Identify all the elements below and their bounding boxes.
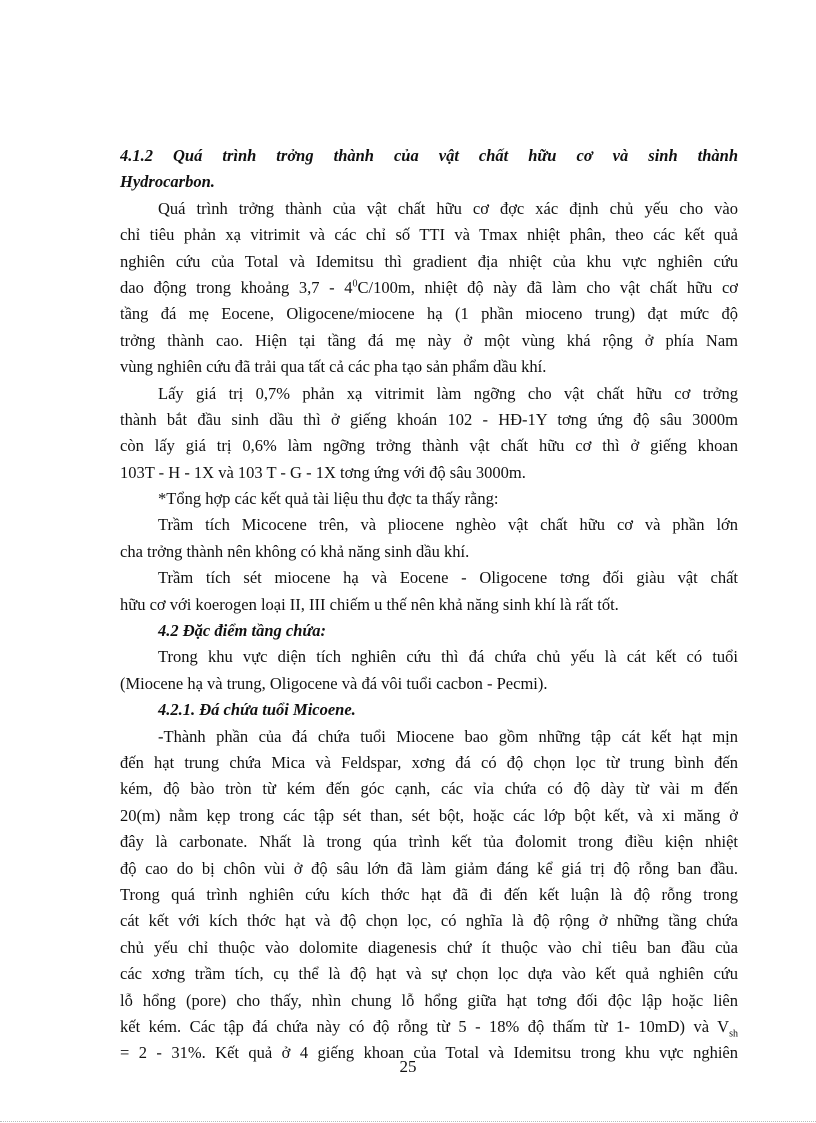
paragraph-line: lỗ hổng (pore) cho thấy, nhìn chung lỗ hổng giữa hạt tơng đối độc lập hoặc liên: [120, 990, 738, 1010]
superscript: 0: [352, 278, 358, 290]
paragraph-line: trởng thành cao. Hiện tại tầng đá mẹ này ở một vùng khá rộng ở phía Nam: [120, 330, 738, 350]
paragraph-line: đây là carbonate. Nhất là trong qúa trình kết tủa đolomit trong điều kiện nhiệt: [120, 832, 738, 852]
paragraph-line: (Miocene hạ và trung, Oligocene và đá vôi tuổi cacbon - Pecmi).: [120, 673, 548, 693]
paragraph-line: Quá trình trởng thành của vật chất hữu cơ đợc xác định chủ yếu cho vào: [158, 198, 738, 218]
text-run: C/100m, nhiệt độ này đã làm cho vật chất hữu cơ: [357, 277, 738, 297]
text-run: dao động trong khoảng 3,7 - 4: [120, 277, 353, 297]
paragraph-line: 103T - H - 1X và 103 T - G - 1X tơng ứng với độ sâu 3000m.: [120, 462, 526, 482]
paragraph-line: Trầm tích Micocene trên, và pliocene nghèo vật chất hữu cơ và phần lớn: [158, 515, 738, 535]
paragraph-line: còn lấy giá trị 0,6% làm ngỡng trởng thành vật chất hữu cơ thì ở giếng khoan: [120, 436, 738, 456]
paragraph-line: Trong quá trình nghiên cứu kích thớc hạt đã đi đến kết luận là độ rỗng trong: [120, 884, 738, 904]
page-number: 25: [399, 1057, 417, 1076]
section-heading-4-1-2-cont: Hydrocarbon.: [120, 172, 215, 192]
paragraph-line: chủ yếu chỉ thuộc vào dolomite diagenesis chứ ít thuộc vào chỉ tiêu ban đầu của: [120, 937, 738, 957]
section-heading-4-2-1: 4.2.1. Đá chứa tuổi Micoene.: [158, 700, 356, 720]
paragraph-line: vùng nghiên cứu đã trải qua tất cả các pha tạo sản phẩm dầu khí.: [120, 357, 547, 377]
paragraph-line: Trong khu vực diện tích nghiên cứu thì đá chứa chủ yếu là cát kết có tuổi: [158, 647, 738, 667]
paragraph-line: thành bắt đầu sinh dầu thì ở giếng khoán 102 - HĐ-1Y tơng ứng độ sâu 3000m: [120, 409, 738, 429]
paragraph-line: nghiên cứu của Total và Idemitsu thì gradient địa nhiệt của khu vực nghiên cứu: [120, 251, 738, 271]
paragraph-line: kém, độ bào tròn từ kém đến góc cạnh, các vỉa chứa có độ dày từ vài m đến: [120, 779, 738, 799]
paragraph-line: Trầm tích sét miocene hạ và Eocene - Oligocene tơng đối giàu vật chất: [158, 568, 738, 588]
paragraph-line: [120, 1014, 738, 1040]
paragraph-line: = 2 - 31%. Kết quả ở 4 giếng khoan của Total và Idemitsu trong khu vực nghiên: [120, 1043, 738, 1063]
paragraph-line: hữu cơ với koerogen loại II, III chiếm u thế nên khả năng sinh khí là rất tốt.: [120, 594, 619, 614]
paragraph-line: [120, 275, 738, 301]
paragraph-line: 20(m) nằm kẹp trong các tập sét than, sét bột, hoặc các lớp bột kết, và xi măng ở: [120, 805, 738, 825]
paragraph-line: -Thành phần của đá chứa tuổi Miocene bao gồm những tập cát kết hạt mịn: [158, 726, 738, 746]
paragraph-line: chỉ tiêu phản xạ vitrimit và các chỉ số TTI và Tmax nhiệt phân, theo các kết quả: [120, 225, 738, 245]
paragraph-line: cát kết với kích thớc hạt và độ chọn lọc, có nghĩa là độ rộng ở những tầng chứa: [120, 911, 738, 931]
section-heading-4-2: 4.2 Đặc điểm tầng chứa:: [158, 621, 326, 641]
paragraph-line: độ cao do bị chôn vùi ở độ sâu lớn đã làm giảm đáng kể giá trị độ rỗng ban đầu.: [120, 858, 738, 878]
section-heading-4-1-2: 4.1.2 Quá trình trởng thành của vật chất hữu cơ và sinh thành: [120, 146, 738, 165]
summary-intro: *Tổng hợp các kết quả tài liệu thu đợc ta thấy rằng:: [158, 489, 499, 509]
page-bottom-divider: [0, 1121, 816, 1122]
paragraph-line: tầng đá mẹ Eocene, Oligocene/miocene hạ (1 phần mioceno trung) đạt mức độ: [120, 304, 738, 324]
paragraph-line: các xơng trầm tích, cụ thể là độ hạt và sự chọn lọc dựa vào kết quả nghiên cứu: [120, 964, 738, 984]
paragraph-line: Lấy giá trị 0,7% phản xạ vitrimit làm ngỡng cho vật chất hữu cơ trởng: [158, 383, 738, 403]
paragraph-line: cha trởng thành nên không có khả năng sinh dầu khí.: [120, 541, 470, 561]
text-run: kết kém. Các tập đá chứa này có độ rỗng từ 5 - 18% độ thấm từ 1- 10mD) và V: [120, 1016, 730, 1036]
paragraph-line: đến hạt trung chứa Mica và Feldspar, xơng đá có độ chọn lọc từ trung bình đến: [120, 752, 738, 772]
page-content: [120, 143, 738, 1067]
subscript: sh: [729, 1028, 738, 1040]
